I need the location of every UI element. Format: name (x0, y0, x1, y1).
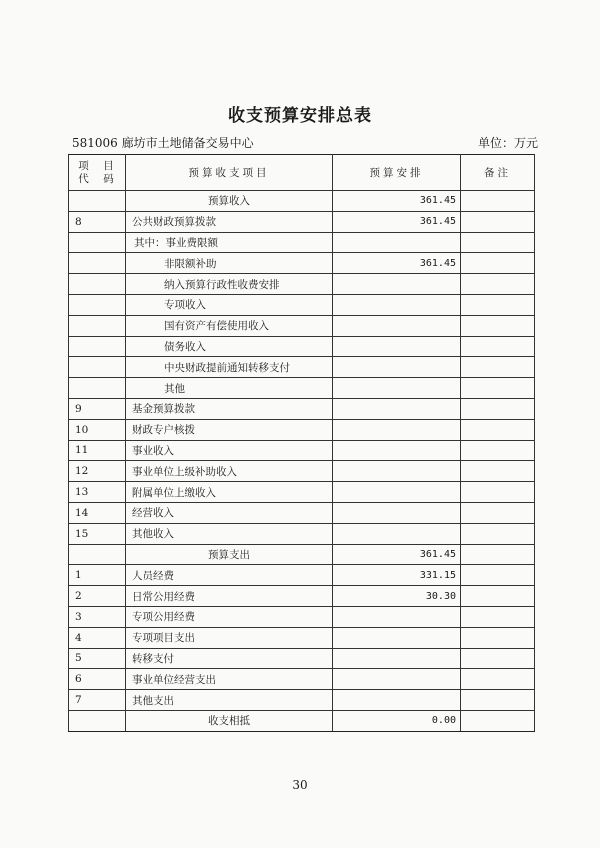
row-code (69, 378, 126, 399)
row-item: 转移支付 (126, 648, 333, 669)
row-remark (461, 253, 535, 274)
row-code: 2 (69, 586, 126, 607)
table-row (69, 419, 535, 440)
row-item: 事业单位经营支出 (126, 669, 333, 690)
row-item: 日常公用经费 (126, 586, 333, 607)
row-code (69, 191, 126, 212)
table-row (69, 606, 535, 627)
row-remark (461, 710, 535, 731)
row-code: 9 (69, 398, 126, 419)
table-header-row (69, 155, 535, 191)
row-amount (333, 523, 461, 544)
row-item: 债务收入 (126, 336, 333, 357)
row-code (69, 294, 126, 315)
row-item: 国有资产有偿使用收入 (126, 315, 333, 336)
row-remark (461, 378, 535, 399)
table-row (69, 191, 535, 212)
row-remark (461, 440, 535, 461)
row-code (69, 544, 126, 565)
row-code: 12 (69, 461, 126, 482)
row-remark (461, 586, 535, 607)
row-item: 附属单位上缴收入 (126, 482, 333, 503)
table-row (69, 253, 535, 274)
table-row (69, 565, 535, 586)
row-amount (333, 294, 461, 315)
row-remark (461, 523, 535, 544)
header-amount: 预算安排 (333, 155, 461, 191)
row-amount (333, 357, 461, 378)
row-item: 非限额补助 (126, 253, 333, 274)
table-row (69, 294, 535, 315)
row-amount: 331.15 (333, 565, 461, 586)
row-remark (461, 232, 535, 253)
row-amount (333, 461, 461, 482)
table-row (69, 586, 535, 607)
row-item: 纳入预算行政性收费安排 (126, 274, 333, 295)
row-item: 基金预算拨款 (126, 398, 333, 419)
table-row (69, 315, 535, 336)
row-item: 专项项目支出 (126, 627, 333, 648)
row-amount: 361.45 (333, 191, 461, 212)
table-row (69, 648, 535, 669)
table-row (69, 502, 535, 523)
row-remark (461, 357, 535, 378)
row-amount (333, 398, 461, 419)
row-amount (333, 378, 461, 399)
table-row (69, 710, 535, 731)
table-row (69, 357, 535, 378)
row-code: 8 (69, 211, 126, 232)
page-number: 30 (292, 778, 308, 792)
table-row (69, 461, 535, 482)
row-item: 其中：事业费限额 (126, 232, 333, 253)
table-row (69, 378, 535, 399)
row-amount (333, 482, 461, 503)
row-remark (461, 274, 535, 295)
row-remark (461, 669, 535, 690)
row-code: 14 (69, 502, 126, 523)
row-remark (461, 191, 535, 212)
table-row (69, 669, 535, 690)
row-amount (333, 690, 461, 711)
row-item: 收支相抵 (126, 710, 333, 731)
row-amount (333, 419, 461, 440)
row-code: 7 (69, 690, 126, 711)
row-remark (461, 690, 535, 711)
row-remark (461, 294, 535, 315)
table-row (69, 440, 535, 461)
row-code (69, 253, 126, 274)
row-code (69, 315, 126, 336)
row-code (69, 357, 126, 378)
row-amount (333, 648, 461, 669)
unit-label: 单位：万元 (478, 136, 539, 150)
row-amount (333, 669, 461, 690)
table-row (69, 232, 535, 253)
header-code-line2: 代 码 (78, 172, 116, 185)
header-remark: 备注 (461, 155, 535, 191)
row-remark (461, 461, 535, 482)
row-item: 中央财政提前通知转移支付 (126, 357, 333, 378)
row-remark (461, 627, 535, 648)
row-amount (333, 502, 461, 523)
row-code: 5 (69, 648, 126, 669)
row-item: 预算收入 (126, 191, 333, 212)
row-item: 专项收入 (126, 294, 333, 315)
row-item: 专项公用经费 (126, 606, 333, 627)
row-code: 3 (69, 606, 126, 627)
row-item: 经营收入 (126, 502, 333, 523)
row-remark (461, 419, 535, 440)
table-row (69, 336, 535, 357)
row-code (69, 710, 126, 731)
header-code (69, 155, 126, 191)
row-remark (461, 482, 535, 503)
row-code: 6 (69, 669, 126, 690)
table-row (69, 398, 535, 419)
row-item: 财政专户核拨 (126, 419, 333, 440)
row-remark (461, 606, 535, 627)
header-item: 预算收支项目 (126, 155, 333, 191)
row-code: 11 (69, 440, 126, 461)
row-code (69, 232, 126, 253)
row-remark (461, 315, 535, 336)
row-code (69, 274, 126, 295)
row-remark (461, 211, 535, 232)
row-amount (333, 315, 461, 336)
row-remark (461, 336, 535, 357)
table-row (69, 211, 535, 232)
table-row (69, 482, 535, 503)
budget-table (68, 154, 535, 732)
row-amount (333, 440, 461, 461)
row-remark (461, 502, 535, 523)
table-body (69, 191, 535, 732)
row-code: 4 (69, 627, 126, 648)
row-code (69, 336, 126, 357)
table-row (69, 274, 535, 295)
row-amount: 361.45 (333, 211, 461, 232)
page-title: 收支预算安排总表 (228, 106, 372, 126)
row-amount (333, 606, 461, 627)
row-amount (333, 274, 461, 295)
table-row (69, 523, 535, 544)
row-amount (333, 336, 461, 357)
row-code: 15 (69, 523, 126, 544)
row-item: 其他 (126, 378, 333, 399)
row-code: 10 (69, 419, 126, 440)
row-amount: 0.00 (333, 710, 461, 731)
row-remark (461, 565, 535, 586)
row-amount: 361.45 (333, 253, 461, 274)
row-amount: 361.45 (333, 544, 461, 565)
table-row (69, 690, 535, 711)
organization-label: 581006 廊坊市土地储备交易中心 (72, 136, 254, 150)
row-amount (333, 232, 461, 253)
row-amount (333, 627, 461, 648)
row-remark (461, 648, 535, 669)
row-code: 13 (69, 482, 126, 503)
row-item: 其他支出 (126, 690, 333, 711)
row-item: 人员经费 (126, 565, 333, 586)
table-row (69, 627, 535, 648)
table-row (69, 544, 535, 565)
row-item: 公共财政预算拨款 (126, 211, 333, 232)
row-item: 事业收入 (126, 440, 333, 461)
row-item: 其他收入 (126, 523, 333, 544)
row-code: 1 (69, 565, 126, 586)
row-amount: 30.30 (333, 586, 461, 607)
row-remark (461, 398, 535, 419)
row-item: 事业单位上级补助收入 (126, 461, 333, 482)
row-remark (461, 544, 535, 565)
header-code-line1: 项 目 (78, 159, 116, 172)
row-item: 预算支出 (126, 544, 333, 565)
